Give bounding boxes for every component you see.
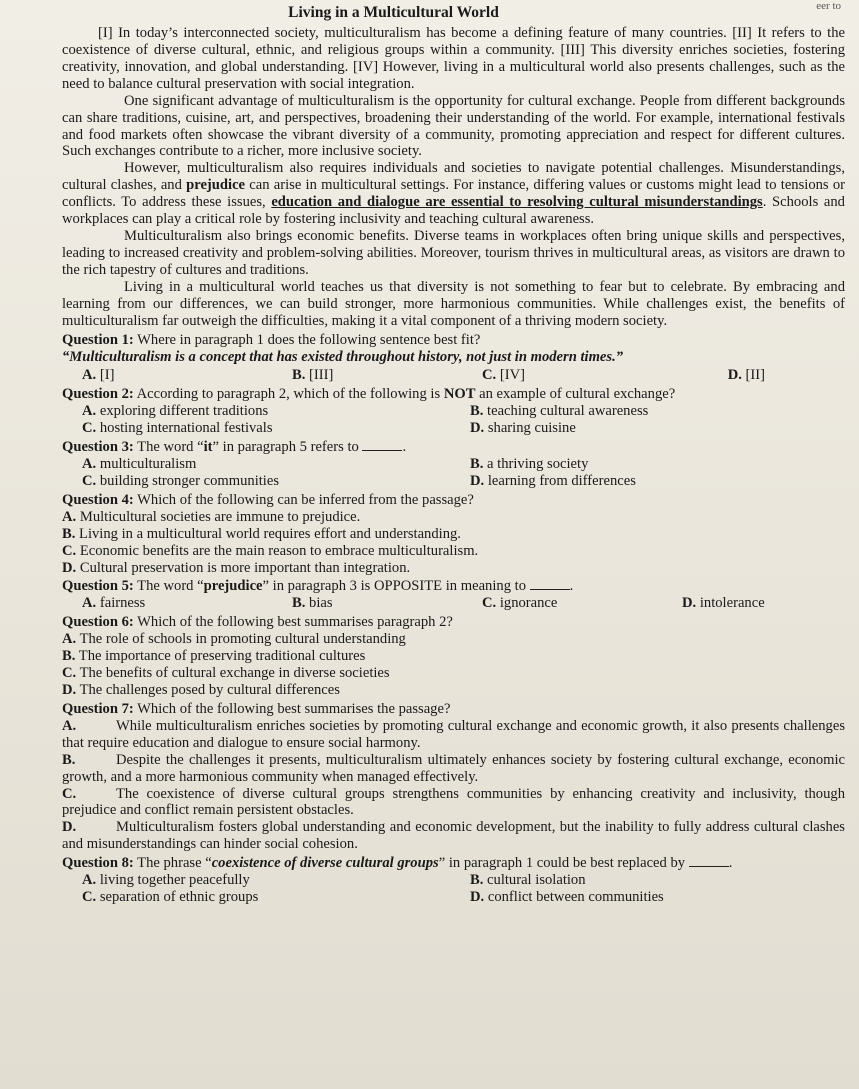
option-text: hosting international festivals: [96, 420, 273, 437]
option-letter: B.: [292, 595, 306, 612]
q8-option-d[interactable]: [470, 889, 845, 906]
option-text: building stronger communities: [96, 472, 280, 489]
paragraph-4: Multiculturalism also brings economic benefits. Diverse teams in workplaces often bring unique skills and perspectives, leading to increased creativity and problem-solving abilities. Moreover, tourism thrives in multicultural areas, as visitors are drawn to the rich tapestry of cultures and traditions.: [62, 228, 845, 278]
question-3: Question 3: The word “it” in paragraph 5 refers to . A. multiculturalism B. a thriving society C. building stronger communities D. learning from differences: [62, 439, 845, 490]
q7-option-d[interactable]: [62, 819, 845, 853]
q8-option-b[interactable]: [470, 872, 845, 889]
q1-option-a[interactable]: [82, 367, 292, 384]
question-1-label: Question 1:: [62, 331, 134, 348]
paragraph-3: [62, 160, 845, 228]
option-letter: D.: [62, 559, 77, 576]
option-text: The benefits of cultural exchange in diverse societies: [76, 665, 390, 682]
q8-option-c[interactable]: [82, 889, 470, 906]
highlighted-word-prejudice: prejudice: [186, 177, 246, 194]
q2-option-d[interactable]: [470, 420, 845, 437]
question-7: [62, 701, 845, 853]
option-text: separation of ethnic groups: [96, 889, 259, 906]
option-letter: D.: [470, 420, 485, 437]
option-text: The coexistence of diverse cultural groups strengthens communities by enhancing creativity and inclusivity, though prejudice and conflict remain persistent obstacles.: [62, 785, 845, 819]
option-letter: D.: [470, 472, 485, 489]
q4-option-b[interactable]: [62, 526, 845, 543]
option-letter: D.: [62, 682, 77, 698]
q2-option-c[interactable]: [82, 420, 470, 437]
underlined-phrase: education and dialogue are essential to resolving cultural misunderstandings: [271, 194, 763, 211]
option-letter: C.: [82, 472, 97, 489]
q6-option-c[interactable]: [62, 665, 845, 682]
option-text: [I]: [96, 367, 115, 384]
question-8-label: Question 8:: [62, 855, 134, 872]
option-text: Economic benefits are the main reason to embrace multiculturalism.: [76, 542, 479, 559]
question-1-text: Where in paragraph 1 does the following sentence best fit?: [133, 331, 481, 348]
option-text: The role of schools in promoting cultural understanding: [76, 631, 406, 648]
q1-option-d[interactable]: [682, 367, 845, 384]
option-text: [III]: [305, 367, 334, 384]
option-letter: B.: [470, 456, 484, 473]
option-text: conflict between communities: [484, 889, 664, 906]
option-letter: B.: [62, 648, 76, 665]
option-letter: D.: [682, 595, 697, 612]
option-letter: D.: [470, 889, 485, 906]
question-4: [62, 492, 845, 577]
q3-option-c[interactable]: [82, 473, 470, 490]
question-6: [62, 614, 845, 699]
question-6-label: Question 6:: [62, 614, 134, 631]
option-letter: B.: [62, 525, 76, 542]
question-5-label: Question 5:: [62, 578, 134, 595]
option-letter: C.: [62, 785, 77, 802]
option-letter: A.: [82, 403, 97, 420]
q4-option-c[interactable]: [62, 543, 845, 560]
question-5-word: prejudice: [203, 578, 263, 595]
option-text: learning from differences: [484, 472, 636, 489]
q5-option-a[interactable]: [82, 595, 292, 612]
option-text: Cultural preservation is more important than integration.: [76, 559, 411, 576]
option-letter: A.: [82, 595, 97, 612]
q4-option-d[interactable]: [62, 560, 845, 577]
content: [62, 4, 845, 906]
option-text: The challenges posed by cultural differences: [76, 682, 340, 698]
q2-option-a[interactable]: [82, 403, 470, 420]
option-text: While multiculturalism enriches societies by promoting cultural exchange and economic growth, it also presents challenges that require education and dialogue to ensure social harmony.: [62, 717, 845, 751]
option-letter: A.: [62, 508, 77, 525]
option-letter: A.: [82, 367, 97, 384]
option-letter: B.: [62, 751, 76, 768]
answer-blank[interactable]: [362, 439, 402, 451]
q6-option-b[interactable]: [62, 648, 845, 665]
question-3-options: [62, 456, 845, 490]
q5-option-d[interactable]: [682, 595, 845, 612]
question-5-options: [62, 595, 845, 612]
option-letter: D.: [727, 367, 742, 384]
option-text: fairness: [96, 595, 146, 612]
q2-option-b[interactable]: [470, 403, 845, 420]
option-text: bias: [305, 595, 333, 612]
question-3-text-end: ” in paragraph 5 refers to: [212, 439, 359, 456]
option-text: [IV]: [496, 367, 525, 384]
question-3-text: The word “: [133, 439, 204, 456]
q7-option-b[interactable]: [62, 752, 845, 786]
option-letter: D.: [62, 819, 77, 836]
question-5-text-end: ” in paragraph 3 is OPPOSITE in meaning to: [262, 578, 526, 595]
question-8-options: [62, 872, 845, 906]
question-2: [62, 386, 845, 437]
q3-option-b[interactable]: [470, 456, 845, 473]
q6-option-a[interactable]: [62, 631, 845, 648]
option-text: intolerance: [696, 595, 765, 612]
option-letter: C.: [62, 665, 77, 682]
option-text: The importance of preserving traditional cultures: [75, 648, 366, 665]
question-8-text-end: ” in paragraph 1 could be best replaced by: [438, 855, 686, 872]
question-5-text: The word “: [133, 578, 204, 595]
question-4-label: Question 4:: [62, 491, 134, 508]
option-letter: A.: [82, 872, 97, 889]
option-letter: C.: [482, 595, 497, 612]
question-2-text-end: an example of cultural exchange?: [475, 386, 676, 403]
option-letter: B.: [470, 872, 484, 889]
question-3-word: it: [203, 439, 213, 456]
question-5: Question 5: The word “prejudice” in paragraph 3 is OPPOSITE in meaning to . A. fairness B. bias C. ignorance D. intolerance: [62, 578, 845, 612]
question-2-text: According to paragraph 2, which of the following is: [133, 386, 444, 403]
question-7-text: Which of the following best summarises the passage?: [133, 700, 451, 717]
question-1-options: [62, 367, 845, 384]
q1-option-b[interactable]: [292, 367, 482, 384]
option-letter: B.: [292, 367, 306, 384]
q3-option-d[interactable]: [470, 473, 845, 490]
paragraph-5: Living in a multicultural world teaches us that diversity is not something to fear but to celebrate. By embracing and learning from our differences, we can build stronger, more harmonious communities. While challenges exist, the benefits of multiculturalism far outweigh the difficulties, making it a vital component of a thriving modern society.: [62, 278, 845, 329]
option-text: a thriving society: [483, 456, 589, 473]
option-letter: B.: [470, 403, 484, 420]
page-title: Living in a Multicultural World: [288, 4, 499, 21]
option-text: [II]: [741, 367, 765, 384]
option-text: Multicultural societies are immune to prejudice.: [76, 508, 361, 525]
q6-option-d[interactable]: [62, 682, 845, 699]
question-1-quote: “Multiculturalism is a concept that has existed throughout history, not just in modern times.”: [62, 349, 624, 366]
question-4-text: Which of the following can be inferred from the passage?: [133, 491, 474, 508]
q4-option-a[interactable]: [62, 509, 845, 526]
option-text: teaching cultural awareness: [483, 403, 649, 420]
answer-blank[interactable]: [689, 855, 729, 867]
question-2-not: NOT: [443, 386, 476, 403]
question-8-text: The phrase “: [133, 855, 212, 872]
question-2-label: Question 2:: [62, 386, 134, 403]
question-7-label: Question 7:: [62, 700, 134, 717]
option-letter: A.: [62, 717, 77, 734]
option-text: multiculturalism: [96, 456, 197, 473]
q5-option-c[interactable]: [482, 595, 682, 612]
q3-option-a[interactable]: [82, 456, 470, 473]
option-letter: C.: [62, 542, 77, 559]
option-letter: A.: [62, 631, 77, 648]
answer-blank[interactable]: [530, 578, 570, 590]
option-text: Living in a multicultural world requires effort and understanding.: [75, 525, 461, 542]
option-letter: A.: [82, 456, 97, 473]
paragraph-3-part-c: can arise in multicultural settings. For instance, differing values or customs might lead to tensions or conflicts. To address these issues,: [62, 177, 845, 211]
option-letter: C.: [82, 420, 97, 437]
option-text: Despite the challenges it presents, multiculturalism ultimately enhances society by fostering cultural exchange, economic growth, and a more harmonious community when managed effectively.: [62, 751, 845, 785]
paragraph-3-part-e: . Schools and workplaces can play a critical role by fostering inclusivity and teaching cultural awareness.: [62, 194, 845, 228]
q5-option-b[interactable]: [292, 595, 482, 612]
option-letter: C.: [482, 367, 497, 384]
paragraph-3-part-a: However, multiculturalism also requires individuals and societies to navigate potential challenges. Misunderstandings, cultural clashes, and: [62, 160, 845, 194]
question-1: [62, 332, 845, 385]
option-text: cultural isolation: [483, 872, 586, 889]
option-text: living together peacefully: [96, 872, 250, 889]
q8-option-a[interactable]: [82, 872, 470, 889]
paragraph-2: One significant advantage of multiculturalism is the opportunity for cultural exchange. People from different backgrounds can share traditions, cuisine, art, and perspectives, broadening their understanding of the world. For example, international festivals and food markets often showcase the vibrant diversity of a community, promoting appreciation and respect for different cultures. Such exchanges contribute to a richer, more inclusive society.: [62, 92, 845, 160]
question-6-text: Which of the following best summarises paragraph 2?: [133, 614, 453, 631]
question-8-phrase: coexistence of diverse cultural groups: [211, 855, 439, 872]
question-3-label: Question 3:: [62, 439, 134, 456]
option-letter: C.: [82, 889, 97, 906]
q7-option-c[interactable]: [62, 786, 845, 820]
paragraph-1: [I] In today’s interconnected society, multiculturalism has become a defining feature of many countries. [II] It refers to the coexistence of diverse cultural, ethnic, and religious groups within a community. [III] This diversity enriches societies, fostering creativity, innovation, and global understanding. [IV] However, living in a multicultural world also presents challenges, such as the need to balance cultural preservation with social integration.: [62, 24, 845, 92]
option-text: ignorance: [496, 595, 558, 612]
q7-option-a[interactable]: [62, 718, 845, 752]
corner-text: eer to: [816, 0, 841, 12]
question-2-options: [62, 403, 845, 437]
option-text: exploring different traditions: [96, 403, 269, 420]
option-text: Multiculturalism fosters global understanding and economic development, but the inability to fully address cultural clashes and misunderstandings can hinder social cohesion.: [62, 819, 845, 853]
q1-option-c[interactable]: [482, 367, 682, 384]
question-8: Question 8: The phrase “coexistence of diverse cultural groups” in paragraph 1 could be best replaced by . A. living together peacefully B. cultural isolation C. separation of ethnic groups D. conflict between communities: [62, 855, 845, 906]
option-text: sharing cuisine: [484, 420, 576, 437]
